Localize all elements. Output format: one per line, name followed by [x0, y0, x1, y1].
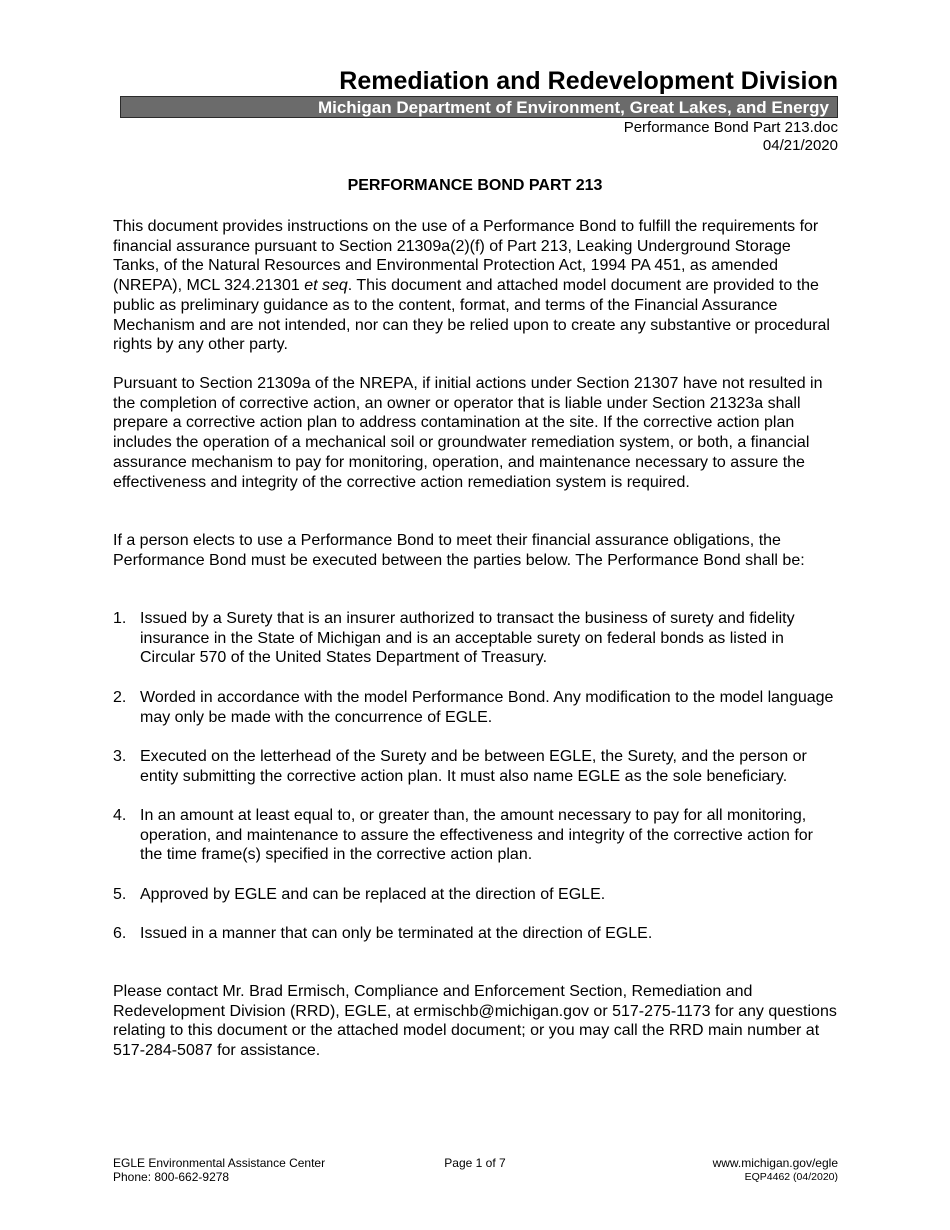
list-item: [113, 924, 838, 944]
list-item-text: In an amount at least equal to, or greater than, the amount necessary to pay for all monitoring, operation, and maintenance to assure the effectiveness and integrity of the corrective action for the time frame(s) specified in the corrective action plan.: [140, 806, 813, 864]
document-filename: Performance Bond Part 213.doc: [623, 119, 838, 136]
statute-paragraph: Pursuant to Section 21309a of the NREPA, if initial actions under Section 21307 have not resulted in the completion of corrective action, an owner or operator that is liable under Section 21323a shall prepare a corrective action plan to address contamination at the site. If the corrective action plan includes the operation of a mechanical soil or groundwater remediation system, or both, a financial assurance mechanism to pay for monitoring, operation, and maintenance necessary to assure the effectiveness and integrity of the corrective action remediation system is required.: [113, 375, 823, 491]
page-number: Page 1 of 7: [444, 1156, 506, 1170]
intro-paragraph: [113, 217, 838, 355]
department-name: Michigan Department of Environment, Great Lakes, and Energy: [317, 98, 829, 117]
intro-text-start: This document provides instructions on the use of a Performance Bond to fulfill the requirements for financial assurance pursuant to Section 21309a(2)(f) of Part 213, Leaking Underground Storage Tanks, of the Natural Resources and Environmental Protection Act, 1994 PA 451, as amended (NREPA), MCL 324.21301: [113, 218, 819, 295]
footer-info: [713, 1156, 838, 1184]
footer-phone: Phone: 800-662-9278: [113, 1170, 230, 1184]
list-item: [113, 806, 838, 865]
list-item: [113, 609, 838, 668]
page-title: PERFORMANCE BOND PART 213: [347, 177, 603, 194]
footer-center-name: EGLE Environmental Assistance Center: [113, 1156, 326, 1170]
contact-paragraph: Please contact Mr. Brad Ermisch, Compliance and Enforcement Section, Remediation and Redevelopment Division (RRD), EGLE, at ermischb@michigan.gov or 517-275-1173 for any questions relating to this document or the attached model document; or you may call the RRD main number at 517-284-5087 for assistance.: [113, 983, 837, 1060]
list-item-text: Issued in a manner that can only be terminated at the direction of EGLE.: [140, 925, 653, 943]
list-item-number: 6.: [113, 925, 127, 943]
department-banner: [120, 96, 838, 118]
list-item: [113, 885, 838, 905]
list-item-number: 5.: [113, 885, 127, 903]
requirements-intro-paragraph: If a person elects to use a Performance Bond to meet their financial assurance obligations, the Performance Bond must be executed between the parties below. The Performance Bond shall be:: [113, 532, 805, 569]
intro-text-italic: et seq: [304, 277, 348, 295]
list-item-number: 2.: [113, 688, 127, 706]
list-item-text: Executed on the letterhead of the Surety and be between EGLE, the Surety, and the person or entity submitting the corrective action plan. It must also name EGLE as the sole beneficiary.: [140, 747, 807, 785]
list-item-text: Issued by a Surety that is an insurer authorized to transact the business of surety and fidelity insurance in the State of Michigan and is an acceptable surety on federal bonds as listed in Circular 570 of the United States Department of Treasury.: [140, 610, 795, 667]
list-item: [113, 747, 838, 786]
intro-text-end: . This document and attached model document are provided to the public as preliminary guidance as to the content, format, and terms of the Financial Assurance Mechanism and are not intended, nor can they be relied upon to create any substantive or procedural rights by any other party.: [113, 277, 830, 354]
list-item-number: 3.: [113, 747, 127, 765]
list-item-number: 1.: [113, 610, 127, 627]
list-item-number: 4.: [113, 806, 127, 824]
footer-website: www.michigan.gov/egle: [712, 1156, 838, 1170]
list-item-text: Approved by EGLE and can be replaced at the direction of EGLE.: [140, 885, 606, 903]
footer-form-number: EQP4462 (04/2020): [744, 1171, 838, 1183]
requirements-list: [113, 609, 838, 964]
list-item: [113, 688, 838, 727]
division-heading: Remediation and Redevelopment Division: [339, 67, 838, 95]
document-date: 04/21/2020: [762, 137, 838, 154]
list-item-text: Worded in accordance with the model Performance Bond. Any modification to the model language may only be made with the concurrence of EGLE.: [140, 688, 834, 726]
